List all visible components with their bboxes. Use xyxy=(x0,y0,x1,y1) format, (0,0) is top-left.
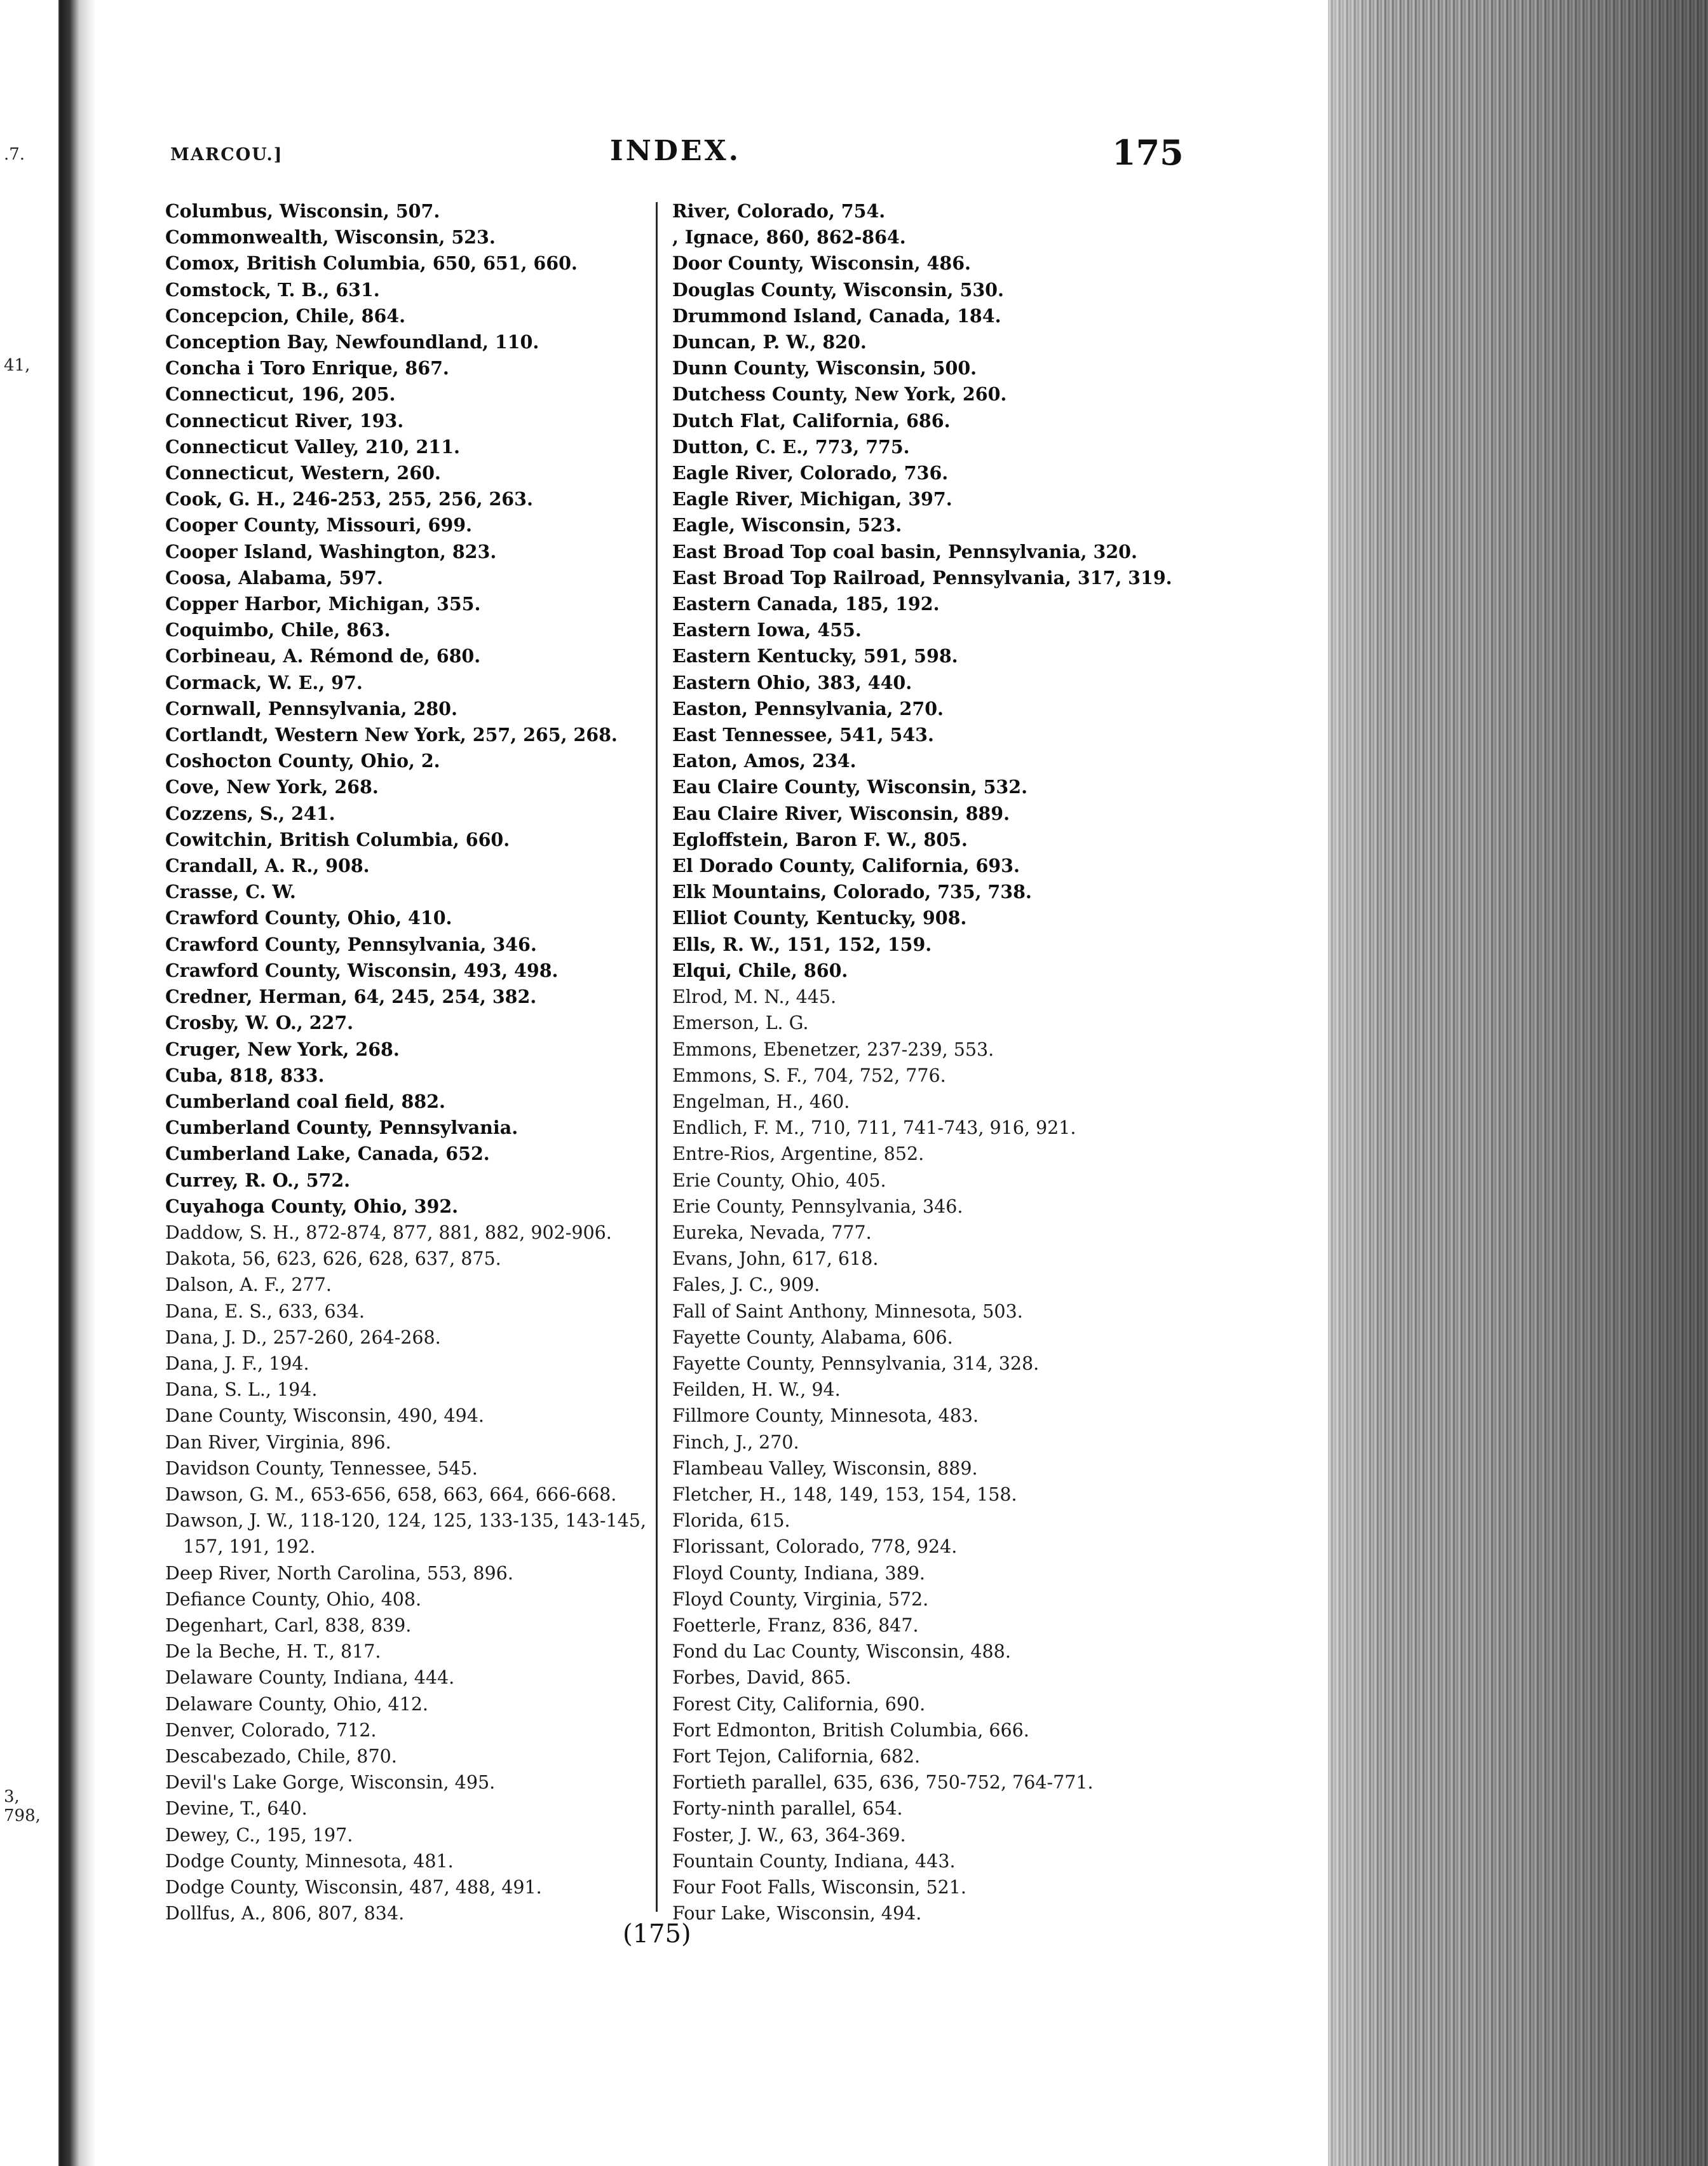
index-entry: Concepcion, Chile, 864. xyxy=(165,304,406,327)
index-entry: Dakota, 56, 623, 626, 628, 637, 875. xyxy=(165,1248,501,1270)
index-column-right xyxy=(672,198,1276,1926)
index-entry: East Tennessee, 541, 543. xyxy=(672,724,934,746)
index-entry: Coquimbo, Chile, 863. xyxy=(165,619,391,641)
page-edge-shade xyxy=(1328,0,1708,2166)
index-entry: Drummond Island, Canada, 184. xyxy=(672,304,1001,327)
index-entry: Eastern Kentucky, 591, 598. xyxy=(672,645,958,667)
index-entry: Crosby, W. O., 227. xyxy=(165,1012,354,1034)
index-entry: Engelman, H., 460. xyxy=(672,1091,850,1112)
index-entry: Fountain County, Indiana, 443. xyxy=(672,1850,956,1872)
index-entry: Dutch Flat, California, 686. xyxy=(672,409,951,432)
index-entry: Douglas County, Wisconsin, 530. xyxy=(672,278,1004,301)
index-entry: Feilden, H. W., 94. xyxy=(672,1379,841,1401)
column-divider xyxy=(656,202,658,1912)
index-entry: Comstock, T. B., 631. xyxy=(165,278,380,301)
index-entry: Foster, J. W., 63, 364-369. xyxy=(672,1824,906,1846)
index-entry: Commonwealth, Wisconsin, 523. xyxy=(165,226,496,249)
index-entry: Floyd County, Indiana, 389. xyxy=(672,1562,925,1584)
index-entry: Eastern Iowa, 455. xyxy=(672,619,862,641)
page-number: 175 xyxy=(1112,132,1184,173)
index-entry: Cooper County, Missouri, 699. xyxy=(165,514,472,536)
index-entry: Deep River, North Carolina, 553, 896. xyxy=(165,1562,513,1584)
index-entry: Four Lake, Wisconsin, 494. xyxy=(672,1903,922,1924)
left-page-fragment: .7. xyxy=(4,145,25,164)
index-entry: , Ignace, 860, 862-864. xyxy=(672,226,906,249)
index-entry: Dawson, J. W., 118-120, 124, 125, 133-135, 143-145, xyxy=(165,1510,646,1532)
index-entry: Finch, J., 270. xyxy=(672,1431,799,1453)
index-entry: Erie County, Ohio, 405. xyxy=(672,1169,886,1191)
index-entry: River, Colorado, 754. xyxy=(672,200,886,222)
index-entry: De la Beche, H. T., 817. xyxy=(165,1641,381,1663)
index-entry: Copper Harbor, Michigan, 355. xyxy=(165,593,481,615)
index-entry: Cowitchin, British Columbia, 660. xyxy=(165,828,510,850)
index-entry: Fond du Lac County, Wisconsin, 488. xyxy=(672,1641,1011,1663)
index-entry: Erie County, Pennsylvania, 346. xyxy=(672,1195,963,1217)
index-entry: Daddow, S. H., 872-874, 877, 881, 882, 902-906. xyxy=(165,1222,612,1243)
index-entry: Dane County, Wisconsin, 490, 494. xyxy=(165,1405,484,1427)
index-entry: Dalson, A. F., 277. xyxy=(165,1274,332,1296)
index-entry: Cumberland County, Pennsylvania. xyxy=(165,1117,518,1139)
index-entry: Cumberland Lake, Canada, 652. xyxy=(165,1143,490,1165)
index-entry: Eagle, Wisconsin, 523. xyxy=(672,514,902,536)
index-entry: Flambeau Valley, Wisconsin, 889. xyxy=(672,1457,978,1479)
index-entry: Elrod, M. N., 445. xyxy=(672,986,837,1008)
index-entry: Emmons, Ebenetzer, 237-239, 553. xyxy=(672,1039,994,1060)
index-entry: Dutton, C. E., 773, 775. xyxy=(672,435,910,458)
index-page xyxy=(95,6,1328,2161)
index-entry: Fort Tejon, California, 682. xyxy=(672,1745,921,1767)
index-entry: Delaware County, Ohio, 412. xyxy=(165,1693,428,1715)
index-entry: Connecticut Valley, 210, 211. xyxy=(165,435,460,458)
index-entry: Columbus, Wisconsin, 507. xyxy=(165,200,440,222)
left-page-fragment: 3, 798, xyxy=(4,1787,41,1825)
index-entry: Cruger, New York, 268. xyxy=(165,1038,400,1060)
index-entry: Dana, J. F., 194. xyxy=(165,1352,309,1374)
index-entry: Eau Claire River, Wisconsin, 889. xyxy=(672,802,1010,824)
index-entry: Crasse, C. W. xyxy=(165,881,296,903)
running-head: MARCOU.] xyxy=(170,145,283,165)
index-entry: Fayette County, Pennsylvania, 314, 328. xyxy=(672,1352,1040,1374)
index-entry: Dawson, G. M., 653-656, 658, 663, 664, 666-668. xyxy=(165,1483,617,1505)
index-entry: Descabezado, Chile, 870. xyxy=(165,1745,397,1767)
index-entry: Duncan, P. W., 820. xyxy=(672,331,867,353)
index-entry: Cove, New York, 268. xyxy=(165,776,379,798)
index-entry: Coosa, Alabama, 597. xyxy=(165,566,383,589)
index-entry: Eagle River, Michigan, 397. xyxy=(672,488,952,510)
index-entry: Corbineau, A. Rémond de, 680. xyxy=(165,645,481,667)
index-entry: Fayette County, Alabama, 606. xyxy=(672,1326,953,1348)
index-entry: Devine, T., 640. xyxy=(165,1798,308,1820)
index-entry: Denver, Colorado, 712. xyxy=(165,1719,377,1741)
index-entry: Fales, J. C., 909. xyxy=(672,1274,820,1296)
index-entry: Emerson, L. G. xyxy=(672,1012,809,1034)
index-entry: Credner, Herman, 64, 245, 254, 382. xyxy=(165,986,537,1008)
index-entry: Four Foot Falls, Wisconsin, 521. xyxy=(672,1877,966,1898)
index-entry: Connecticut River, 193. xyxy=(165,409,404,432)
index-entry: Cook, G. H., 246-253, 255, 256, 263. xyxy=(165,488,533,510)
index-column-left xyxy=(165,198,724,1926)
index-entry: Cuyahoga County, Ohio, 392. xyxy=(165,1195,459,1217)
index-entry: Endlich, F. M., 710, 711, 741-743, 916, 921. xyxy=(672,1117,1076,1139)
index-entry: Easton, Pennsylvania, 270. xyxy=(672,697,944,719)
index-entry: Fillmore County, Minnesota, 483. xyxy=(672,1405,979,1427)
index-entry: Dutchess County, New York, 260. xyxy=(672,383,1007,405)
index-entry: El Dorado County, California, 693. xyxy=(672,855,1020,877)
index-entry: Evans, John, 617, 618. xyxy=(672,1248,879,1270)
index-entry: Crandall, A. R., 908. xyxy=(165,855,370,877)
index-entry: East Broad Top Railroad, Pennsylvania, 317, 319. xyxy=(672,566,1172,589)
index-entry: Dodge County, Minnesota, 481. xyxy=(165,1850,454,1872)
index-entry: Delaware County, Indiana, 444. xyxy=(165,1667,455,1689)
index-entry: Eastern Canada, 185, 192. xyxy=(672,593,940,615)
index-entry: Florissant, Colorado, 778, 924. xyxy=(672,1536,958,1558)
index-entry: Fletcher, H., 148, 149, 153, 154, 158. xyxy=(672,1483,1017,1505)
index-entry: Dewey, C., 195, 197. xyxy=(165,1824,353,1846)
index-entry: Cortlandt, Western New York, 257, 265, 268. xyxy=(165,724,618,746)
index-entry: Emmons, S. F., 704, 752, 776. xyxy=(672,1065,946,1086)
index-entry: Cornwall, Pennsylvania, 280. xyxy=(165,697,458,719)
index-entry: Dodge County, Wisconsin, 487, 488, 491. xyxy=(165,1877,542,1898)
index-entry: Connecticut, Western, 260. xyxy=(165,462,441,484)
index-entry: Entre-Rios, Argentine, 852. xyxy=(672,1143,925,1165)
index-entry: Dana, J. D., 257-260, 264-268. xyxy=(165,1326,441,1348)
index-entry: Davidson County, Tennessee, 545. xyxy=(165,1457,478,1479)
index-entry: Comox, British Columbia, 650, 651, 660. xyxy=(165,252,578,275)
index-entry: Defiance County, Ohio, 408. xyxy=(165,1588,422,1610)
index-entry: Forest City, California, 690. xyxy=(672,1693,926,1715)
index-entry: Floyd County, Virginia, 572. xyxy=(672,1588,929,1610)
index-entry: Foetterle, Franz, 836, 847. xyxy=(672,1614,919,1636)
index-entry: Dana, S. L., 194. xyxy=(165,1379,318,1401)
index-entry: Cuba, 818, 833. xyxy=(165,1064,325,1086)
index-entry: Concha i Toro Enrique, 867. xyxy=(165,357,449,379)
index-entry: Elliot County, Kentucky, 908. xyxy=(672,907,967,929)
index-entry: Ells, R. W., 151, 152, 159. xyxy=(672,933,932,955)
index-entry: Eastern Ohio, 383, 440. xyxy=(672,671,912,693)
index-entry: Crawford County, Ohio, 410. xyxy=(165,907,452,929)
index-entry: 157, 191, 192. xyxy=(183,1536,316,1558)
index-entry: East Broad Top coal basin, Pennsylvania, 320. xyxy=(672,540,1137,562)
index-entry: Dan River, Virginia, 896. xyxy=(165,1431,391,1453)
index-entry: Currey, R. O., 572. xyxy=(165,1169,351,1191)
index-entry: Crawford County, Wisconsin, 493, 498. xyxy=(165,959,559,981)
index-entry: Eureka, Nevada, 777. xyxy=(672,1222,872,1243)
index-entry: Door County, Wisconsin, 486. xyxy=(672,252,971,275)
index-entry: Dana, E. S., 633, 634. xyxy=(165,1300,365,1322)
left-page-scrap xyxy=(0,0,58,2166)
index-entry: Egloffstein, Baron F. W., 805. xyxy=(672,828,968,850)
index-entry: Fortieth parallel, 635, 636, 750-752, 764-771. xyxy=(672,1772,1094,1794)
index-entry: Fall of Saint Anthony, Minnesota, 503. xyxy=(672,1300,1023,1322)
index-entry: Cumberland coal field, 882. xyxy=(165,1090,445,1112)
index-entry: Connecticut, 196, 205. xyxy=(165,383,396,405)
index-entry: Elqui, Chile, 860. xyxy=(672,959,848,981)
index-entry: Conception Bay, Newfoundland, 110. xyxy=(165,331,539,353)
index-entry: Elk Mountains, Colorado, 735, 738. xyxy=(672,881,1032,903)
index-entry: Crawford County, Pennsylvania, 346. xyxy=(165,933,537,955)
index-entry: Eaton, Amos, 234. xyxy=(672,750,857,772)
index-entry: Devil's Lake Gorge, Wisconsin, 495. xyxy=(165,1772,496,1794)
index-entry: Cozzens, S., 241. xyxy=(165,802,336,824)
page-header xyxy=(95,127,1328,184)
index-entry: Degenhart, Carl, 838, 839. xyxy=(165,1614,412,1636)
index-entry: Fort Edmonton, British Columbia, 666. xyxy=(672,1719,1029,1741)
index-entry: Cormack, W. E., 97. xyxy=(165,671,363,693)
page-title: INDEX. xyxy=(610,135,741,167)
index-entry: Forty-ninth parallel, 654. xyxy=(672,1798,903,1820)
footer-page-number: (175) xyxy=(623,1919,691,1949)
index-entry: Cooper Island, Washington, 823. xyxy=(165,540,497,562)
index-entry: Coshocton County, Ohio, 2. xyxy=(165,750,440,772)
index-entry: Forbes, David, 865. xyxy=(672,1667,851,1689)
index-entry: Florida, 615. xyxy=(672,1510,790,1532)
index-entry: Eagle River, Colorado, 736. xyxy=(672,462,949,484)
left-page-fragment: 41, xyxy=(4,356,30,375)
index-entry: Dollfus, A., 806, 807, 834. xyxy=(165,1903,405,1924)
index-entry: Eau Claire County, Wisconsin, 532. xyxy=(672,776,1027,798)
index-entry: Dunn County, Wisconsin, 500. xyxy=(672,357,977,379)
